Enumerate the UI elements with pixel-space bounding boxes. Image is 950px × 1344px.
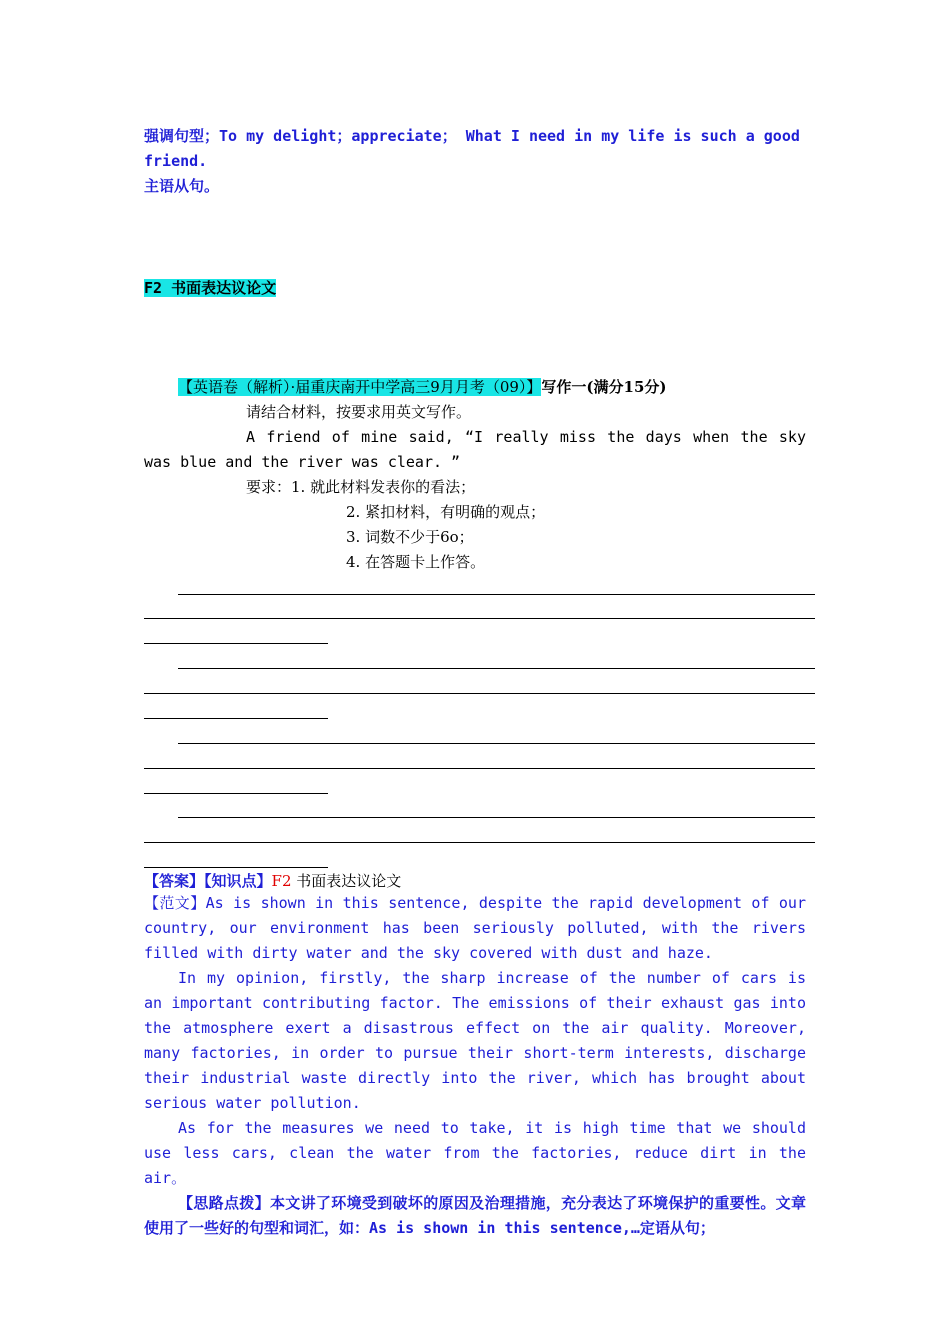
answer-line xyxy=(178,594,815,595)
section-heading xyxy=(144,276,806,301)
section-heading-text: F2 书面表达议论文 xyxy=(144,279,277,297)
model-essay xyxy=(144,891,806,1241)
answer-line xyxy=(144,693,815,694)
answer-line xyxy=(144,768,815,769)
answer-tag: 【答案】 xyxy=(144,872,205,890)
knowledge-tag: 【知识点】 xyxy=(204,872,272,890)
question-title-row xyxy=(178,375,818,400)
model-paragraph-2: In my opinion, firstly, the sharp increase of the number of cars is an important contributing factor. The emissions of their exhaust gas into the atmosphere exert a disastrous effect on the air quality. Moreover, many factories, in order to pursue their short-term interests, discharge their industrial waste directly into the river, which has brought about serious water pollution. xyxy=(144,969,806,1112)
top-note xyxy=(144,124,806,199)
requirement-1: 要求：1. 就此材料发表你的看法； xyxy=(246,478,476,496)
question-instruction: 请结合材料，按要求用英文写作。 xyxy=(246,403,472,421)
question-material-text: A friend of mine said, “I really miss the days when the sky was blue and the river was clear. ” xyxy=(144,428,806,471)
model-paragraph-1-text: As is shown in this sentence, despite the rapid development of our country, our environment has been seriously polluted, with the rivers filled with dirty water and the sky covered with dust and haze. xyxy=(144,894,806,962)
requirement-2: 2. 紧扣材料，有明确的观点； xyxy=(346,503,546,521)
top-note-line2: 主语从句。 xyxy=(144,177,220,195)
answer-line xyxy=(178,668,815,669)
requirement-4: 4. 在答题卡上作答。 xyxy=(346,553,486,571)
answer-line xyxy=(144,718,328,719)
answer-line xyxy=(144,867,328,868)
answer-line xyxy=(144,842,815,843)
model-paragraph-3: As for the measures we need to take, it is high time that we should use less cars, clean the water from the factories, reduce dirt in the air。 xyxy=(144,1119,806,1187)
knowledge-text: 书面表达议论文 xyxy=(291,872,402,890)
requirement-3: 3. 词数不少于6o； xyxy=(346,528,474,546)
question-source: 【英语卷（解析）·届重庆南开中学高三9月月考（09）】 xyxy=(178,378,542,396)
knowledge-code: F2 xyxy=(271,872,292,890)
tip-label: 【思路点拨】 xyxy=(178,1194,270,1212)
model-paragraph-1 xyxy=(144,891,806,966)
tip-text: 本文讲了环境受到破坏的原因及治理措施，充分表达了环境保护的重要性。文章使用了一些好的句型和词汇，如：As is shown in this sentence,…定语从句； xyxy=(144,1194,806,1237)
answer-line xyxy=(144,643,328,644)
answer-line xyxy=(144,793,328,794)
question-material xyxy=(144,425,806,475)
answer-line xyxy=(144,618,815,619)
tip-paragraph xyxy=(144,1191,806,1241)
question-title: 写作一(满分15分) xyxy=(541,378,667,396)
top-note-line1: 强调句型；To my delight；appreciate； What I need in my life is such a good friend. xyxy=(144,127,800,170)
answer-line xyxy=(178,743,815,744)
answer-line xyxy=(178,817,815,818)
model-label: 【范文】 xyxy=(144,894,206,912)
